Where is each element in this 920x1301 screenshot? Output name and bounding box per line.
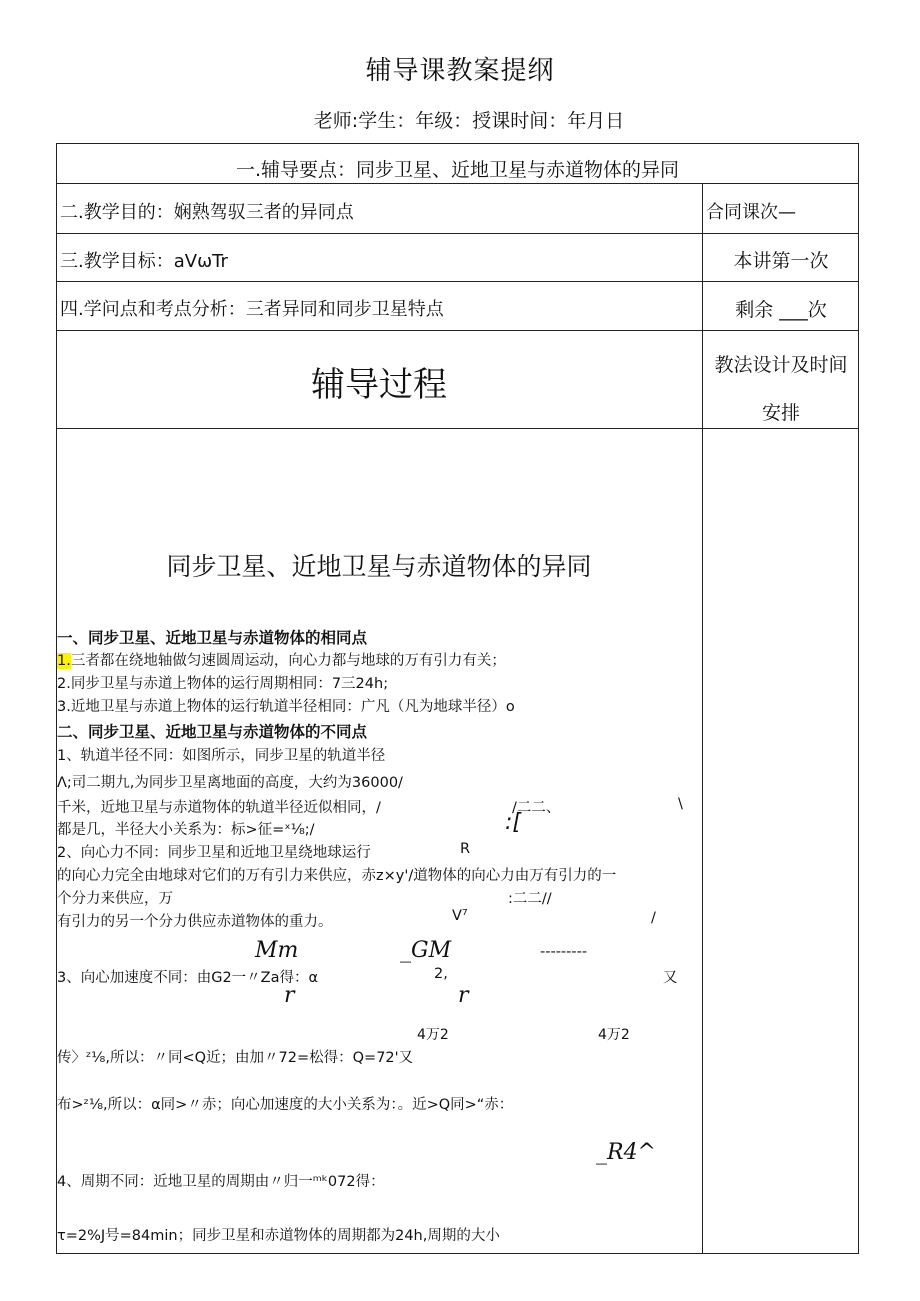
- formula-fragment: 2,: [434, 966, 448, 982]
- formula-r: r: [458, 983, 469, 1008]
- contract-sessions: 合同课次—: [706, 202, 796, 223]
- section-heading-differences: 二、同步卫星、近地卫星与赤道物体的不同点: [57, 723, 368, 741]
- remaining-sessions: 剩余 ___次: [735, 299, 827, 321]
- figure-label: R: [460, 841, 471, 857]
- table-rule: [56, 330, 859, 331]
- formula-4pi2: 4万2: [417, 1027, 449, 1043]
- session-number: 本讲第一次: [733, 250, 829, 272]
- row-teaching-purpose: 二.教学目的：娴熟驾驭三者的异同点: [60, 202, 354, 223]
- figure-fragment: :二二//: [508, 891, 552, 907]
- figure-fragment: /二二、: [512, 800, 561, 816]
- formula-mm: Mm: [255, 938, 299, 963]
- row-teaching-goal: 三.教学目标：aVωTr: [60, 251, 228, 272]
- column-divider: [702, 183, 703, 1254]
- text-line: 个分力来供应，万: [57, 891, 173, 907]
- text-line: 的向心力完全由地球对它们的万有引力来供应，赤z×y'/道物体的向心力由万有引力的一: [57, 868, 617, 884]
- table-rule: [56, 428, 859, 429]
- formula-r4: _R4^: [596, 1140, 656, 1165]
- text-line: 有引力的另一个分力供应赤道物体的重力。: [57, 914, 333, 930]
- process-heading: 辅导过程: [311, 365, 447, 405]
- text-line: 1、轨道半径不同：如图所示，同步卫星的轨道半径: [57, 748, 386, 764]
- table-rule: [56, 281, 859, 282]
- method-design-label-2: 安排: [761, 402, 800, 424]
- formula-dashes: ---------: [540, 944, 588, 960]
- figure-label: V⁷: [452, 908, 468, 924]
- text-line: 4、周期不同：近地卫星的周期由〃归一ᵐᵏ072得：: [57, 1174, 385, 1190]
- document-subtitle: 老师:学生：年级：授课时间：年月日: [313, 110, 625, 132]
- list-item: 2.同步卫星与赤道上物体的运行周期相同：7三24h;: [57, 676, 389, 692]
- figure-fragment: \: [678, 796, 683, 812]
- text-line: 传〉ᶻ⅛,所以：〃同<Q近；由加〃72=松得：Q=72'又: [57, 1050, 414, 1066]
- formula-fragment: 又: [663, 970, 678, 986]
- content-title: 同步卫星、近地卫星与赤道物体的异同: [166, 552, 592, 581]
- text-line: 3、向心加速度不同：由G2一〃Za得：α: [57, 970, 319, 986]
- formula-4pi2: 4万2: [598, 1027, 630, 1043]
- text-line: 布>ᶻ⅛,所以：α同>〃赤；向心加速度的大小关系为：。近>Q同>“赤：: [57, 1097, 514, 1113]
- table-rule: [56, 183, 859, 184]
- list-item: 3.近地卫星与赤道上物体的运行轨道半径相同：广凡（凡为地球半径）o: [57, 699, 515, 715]
- row-knowledge-analysis: 四.学问点和考点分析：三者异同和同步卫星特点: [60, 299, 444, 320]
- highlight-mark: 1.: [57, 653, 71, 669]
- list-item-text: 三者都在绕地轴做匀速圆周运动，向心力都与地球的万有引力有关；: [70, 653, 506, 669]
- figure-fragment: :[: [505, 810, 521, 835]
- section-heading-similarities: 一、同步卫星、近地卫星与赤道物体的相同点: [57, 629, 368, 647]
- table-rule: [56, 233, 859, 234]
- text-line: 2、向心力不同：同步卫星和近地卫星绕地球运行: [57, 845, 371, 861]
- list-item: [57, 649, 506, 670]
- formula-gm: _GM: [400, 938, 452, 963]
- row-key-points: 一.辅导要点：同步卫星、近地卫星与赤道物体的异同: [235, 159, 680, 181]
- text-line: 都是几，半径大小关系为：标>征=ˣ⅛;/: [57, 822, 315, 838]
- text-line: Λ;司二期九,为同步卫星离地面的高度，大约为36000/: [57, 775, 403, 791]
- text-line: τ=2%J号=84min；同步卫星和赤道物体的周期都为24h,周期的大小: [57, 1228, 500, 1244]
- document-title: 辅导课教案提纲: [365, 56, 555, 86]
- formula-r: r: [284, 983, 295, 1008]
- figure-fragment: /: [651, 910, 656, 926]
- method-design-label: 教法设计及时间: [714, 354, 848, 376]
- text-line: 千米，近地卫星与赤道物体的轨道半径近似相同，/: [57, 800, 381, 816]
